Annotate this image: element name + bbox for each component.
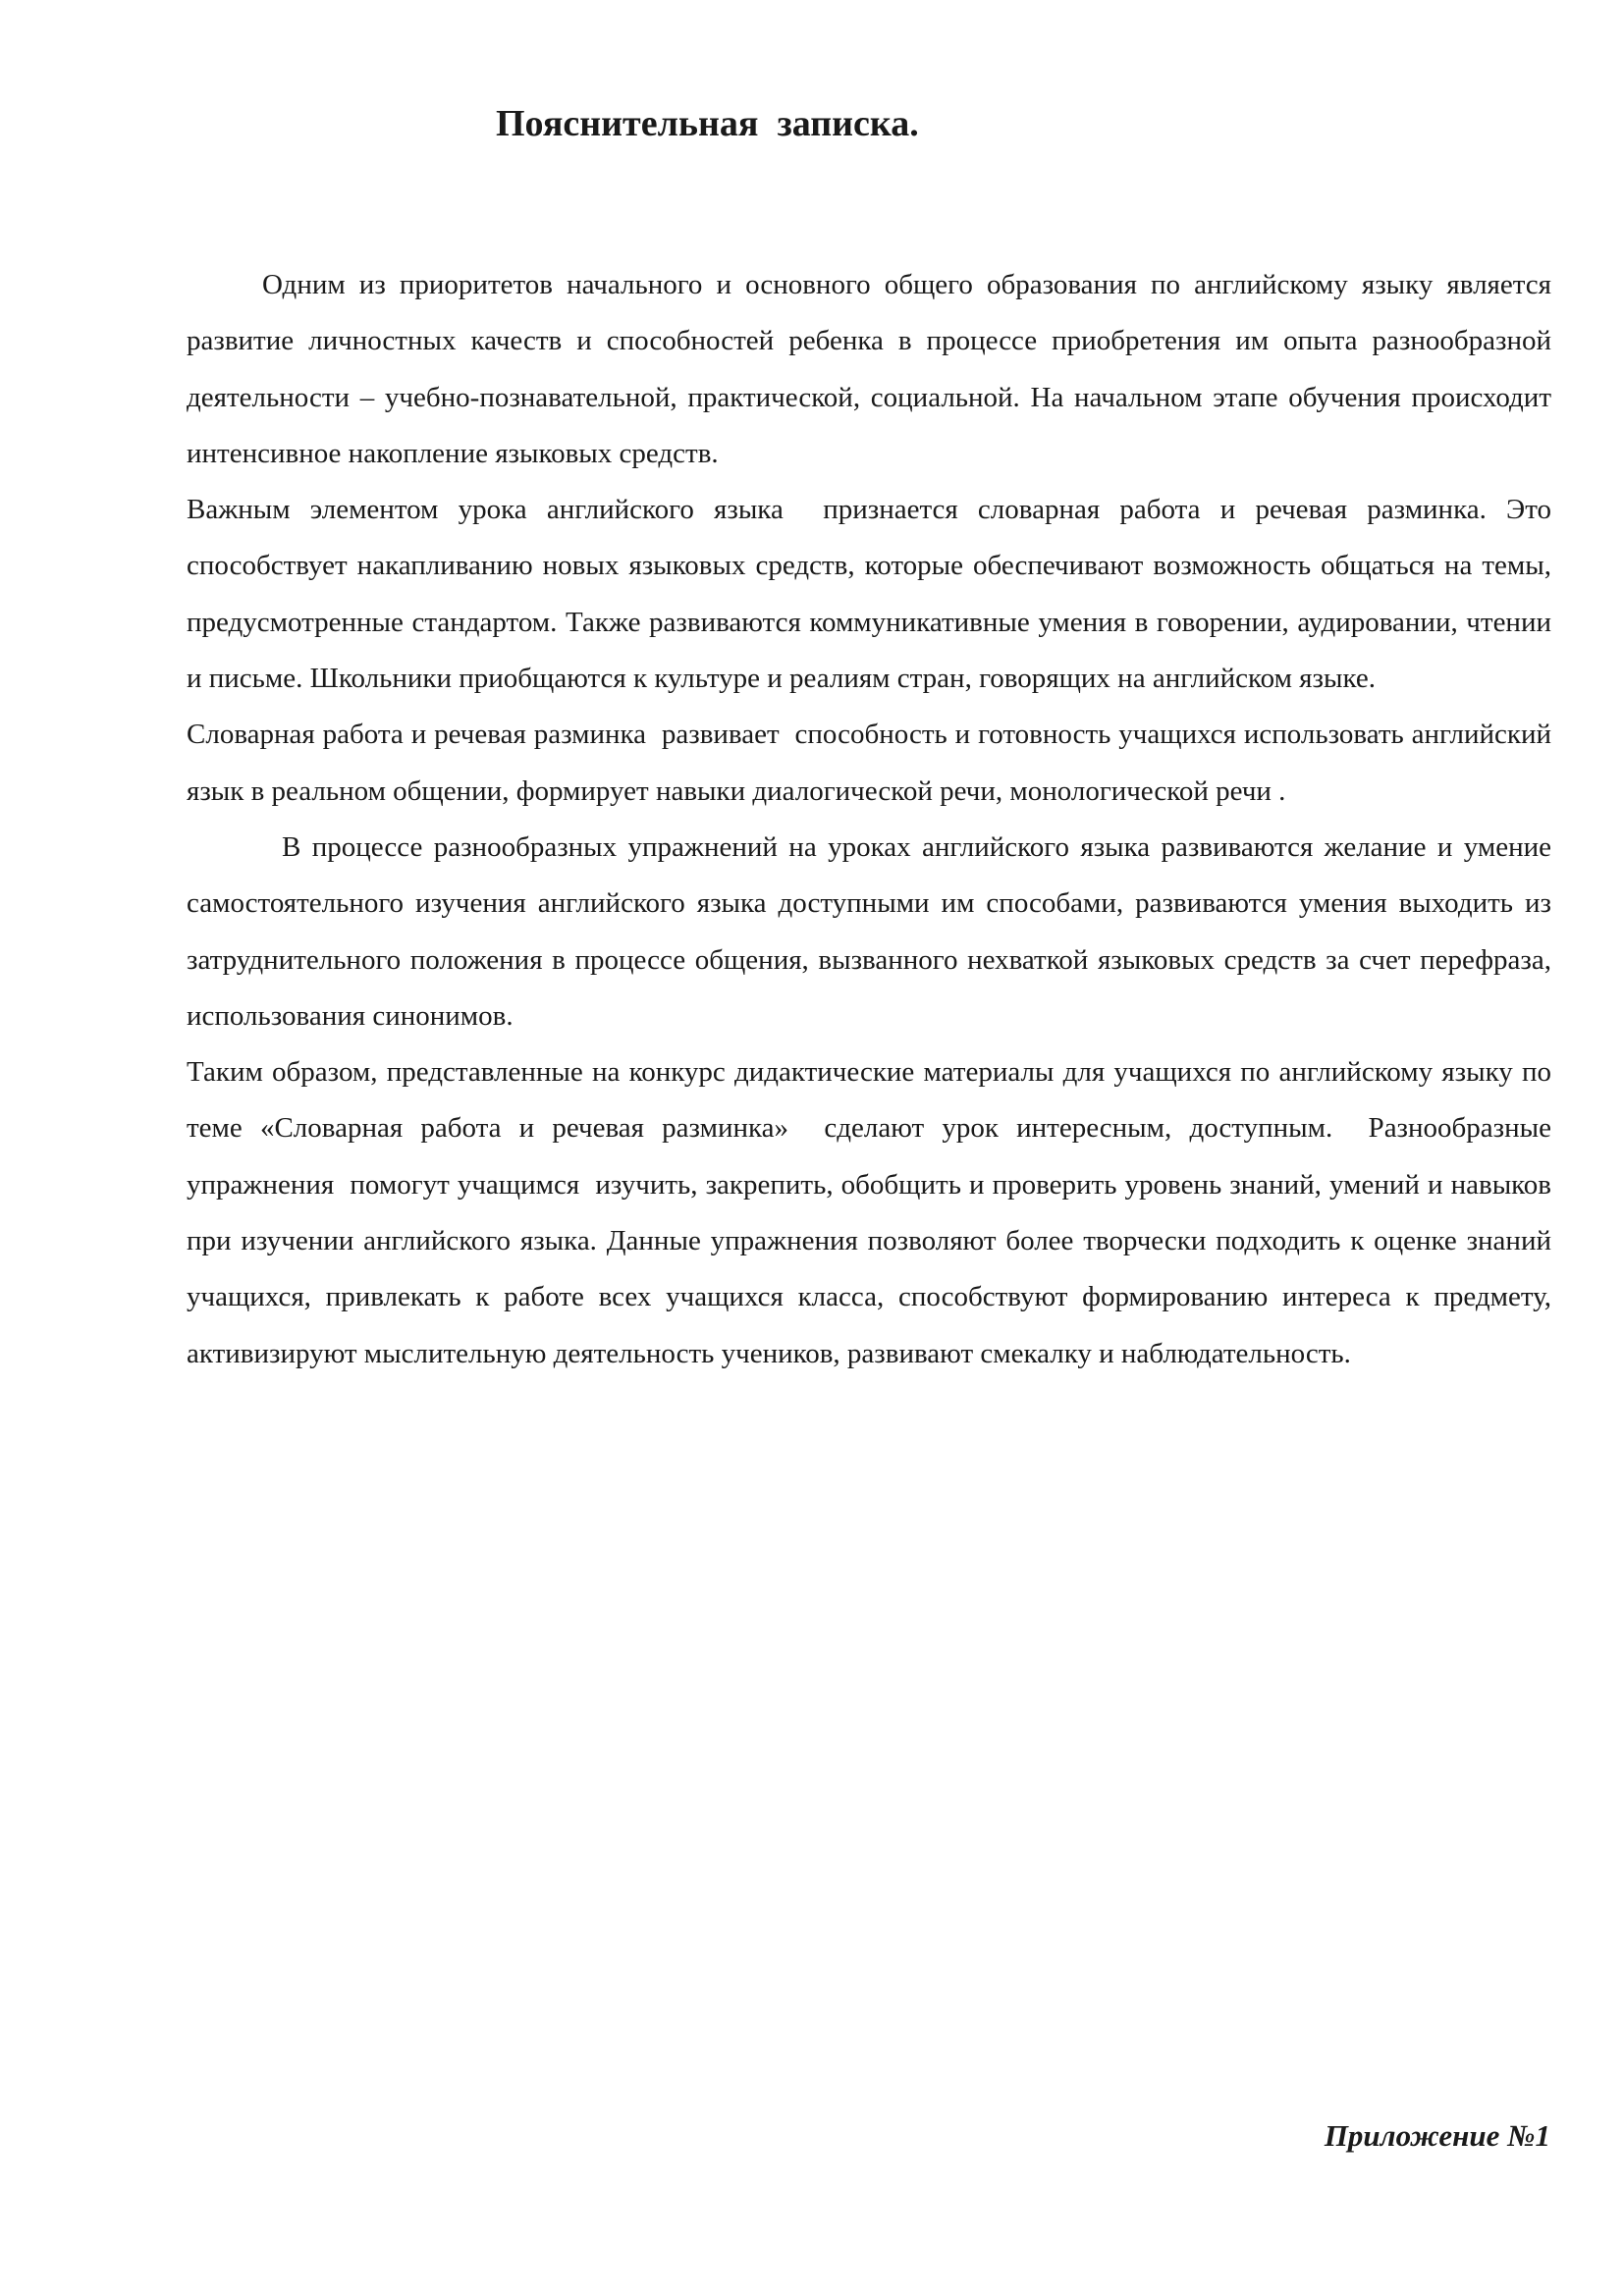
page-title: Пояснительная записка. xyxy=(496,103,919,144)
document-body xyxy=(187,257,1559,1382)
paragraph-intro: Одним из приоритетов начального и основного общего образования по английскому языку является развитие личностных качеств и способностей ребенка в процессе приобретения им опыта разнообразной деятельности – учебно-познавательной, практической, социальной. На начальном этапе обучения происходит интенсивное накопление языковых средств. xyxy=(187,269,1559,469)
paragraph-vocabulary-work: Важным элементом урока английского языка признается словарная работа и речевая разминка. Это способствует накапливанию новых языковых средств, которые обеспечивают возможность общаться на темы, предусмотренные стандартом. Также развиваются коммуникативные умения в говорении, аудировании, чтении и письме. Школьники приобщаются к культуре и реалиям стран, говорящих на английском языке. xyxy=(187,494,1559,695)
paragraph-exercises: В процессе разнообразных упражнений на уроках английского языка развиваются желание и умение самостоятельного изучения английского языка доступными им способами, развиваются умения выходить из затруднительного положения в процессе общения, вызванного нехваткой языковых средств за счет перефраза, использования синонимов. xyxy=(187,830,1559,1032)
paragraph-speech-warmup: Словарная работа и речевая разминка развивает способность и готовность учащихся использовать английский язык в реальном общении, формирует навыки диалогической речи, монологической речи . xyxy=(187,719,1559,807)
paragraph-conclusion: Таким образом, представленные на конкурс дидактические материалы для учащихся по английскому языку по теме «Словарная работа и речевая разминка» сделают урок интересным, доступным. Разнообразные упражнения помогут учащимся изучить, закрепить, обобщить и проверить уровень знаний, умений и навыков при изучении английского языка. Данные упражнения позволяют более творчески подходить к оценке знаний учащихся, привлекать к работе всех учащихся класса, способствуют формированию интереса к предмету, активизируют мыслительную деятельность учеников, развивают смекалку и наблюдательность. xyxy=(187,1056,1559,1369)
appendix-label: Приложение №1 xyxy=(1324,2118,1550,2153)
